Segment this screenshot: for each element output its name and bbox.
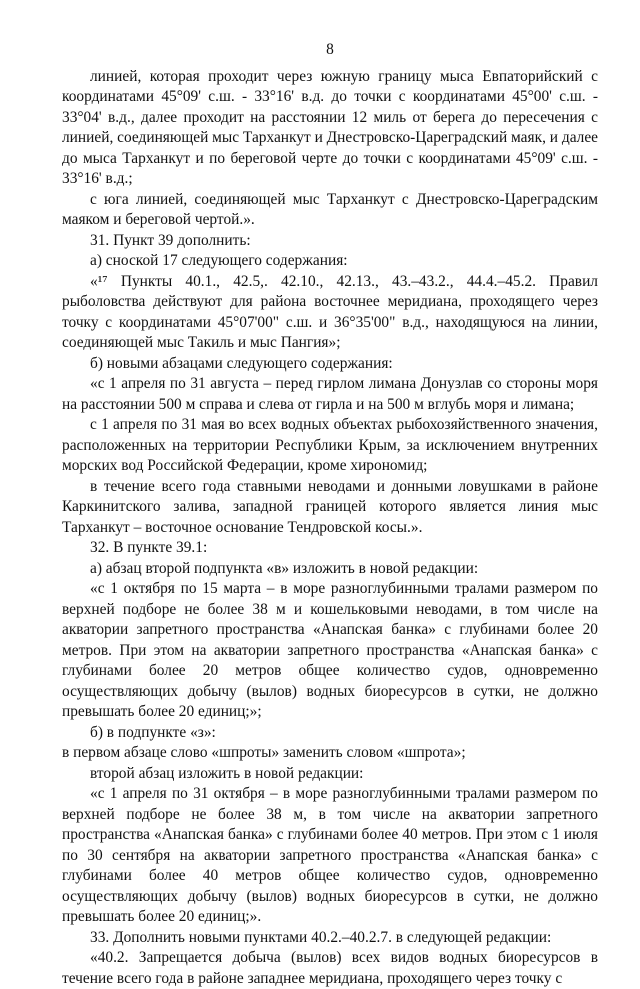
paragraph: в первом абзаце слово «шпроты» заменить словом «шпрота»; xyxy=(62,744,466,761)
paragraph: «¹⁷ Пункты 40.1., 42.5,. 42.10., 42.13., 43.–43.2., 44.4.–45.2. Правил рыболовства действуют для района восточнее меридиана, проходящего через точку с координатами 45°07'00" с.ш. и 36°35'00" в.д., находящуюся на линии, соединяющей мыс Такиль и мыс Пангия»; xyxy=(62,272,598,351)
paragraph: 31. Пункт 39 дополнить: xyxy=(90,231,251,249)
paragraph: «с 1 апреля по 31 октября – в море разноглубинными тралами размером по верхней подборе не более 38 м, в том числе на акватории запретного пространства «Анапская банка» с глубинами более 40 метров. При этом с 1 июля по 30 сентября на акватории запретного пространства «Анапская банка» с глубинами более 40 метров общее количество судов, одновременно осуществляющих добычу (вылов) водных биоресурсов в сутки, не должно превышать более 20 единиц;». xyxy=(62,785,598,925)
paragraph: в течение всего года ставными неводами и донными ловушками в районе Каркинитского залива, западной границей которого является линия мыс Тарханкут – восточное основание Тендровской косы.». xyxy=(62,477,598,536)
paragraph: а) сноской 17 следующего содержания: xyxy=(90,252,348,269)
paragraph: б) новыми абзацами следующего содержания: xyxy=(90,354,393,372)
paragraph: «с 1 апреля по 31 августа – перед гирлом лимана Донузлав со стороны моря на расстоянии 500 м справа и слева от гирла и на 500 м вглубь моря и лимана; xyxy=(62,375,598,413)
paragraph: с 1 апреля по 31 мая во всех водных объектах рыбохозяйственного значения, расположенных на территории Республики Крым, за исключением внутренних морских вод Российской Федерации, кроме хирономид; xyxy=(62,416,598,474)
paragraph: 32. В пункте 39.1: xyxy=(90,539,208,556)
paragraph: линией, которая проходит через южную границу мыса Евпаторийский с координатами 45°09' с.ш. - 33°16' в.д. до точки с координатами 45°00' с.ш. - 33°04' в.д., далее проходит на расстоянии 12 миль от берега до пересечения с линией, соединяющей мыс Тарханкут и Днестровско-Цареградский маяк, и далее до мыса Тарханкут и по береговой черте до точки с координатами 45°09' с.ш. - 33°16' в.д.; xyxy=(62,67,598,187)
paragraph: 33. Дополнить новыми пунктами 40.2.–40.2.7. в следующей редакции: xyxy=(90,928,552,946)
paragraph: б) в подпункте «з»: xyxy=(90,723,216,741)
paragraph: а) абзац второй подпункта «в» изложить в новой редакции: xyxy=(90,559,479,577)
paragraph: «с 1 октября по 15 марта – в море разноглубинными тралами размером по верхней подборе не более 38 м и кошельковыми неводами, в том числе на акватории запретного пространства «Анапская банка» с глубинами более 20 метров. При этом на акватории запретного пространства «Анапская банка» с глубинами более 20 метров общее количество судов, одновременно осуществляющих добычу (вылов) водных биоресурсов в сутки, не должно превышать более 20 единиц;»; xyxy=(62,580,598,720)
paragraph: с юга линией, соединяющей мыс Тарханкут с Днестровско-Цареградским маяком и береговой чертой.». xyxy=(62,190,598,228)
paragraph: второй абзац изложить в новой редакции: xyxy=(90,764,364,782)
page-number: 8 xyxy=(326,41,334,58)
paragraph: «40.2. Запрещается добыча (вылов) всех видов водных биоресурсов в течение всего года в районе западнее меридиана, проходящего через точку с xyxy=(62,949,598,987)
